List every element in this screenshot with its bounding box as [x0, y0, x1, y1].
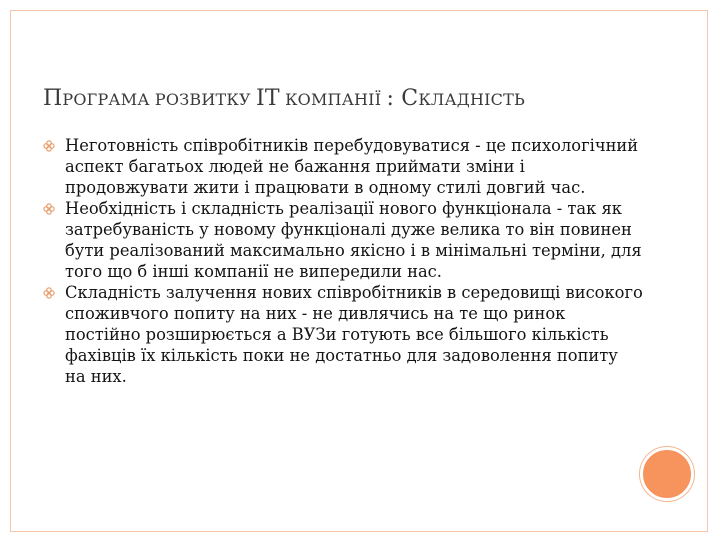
- bullet-list: [43, 135, 643, 387]
- list-item: [43, 198, 643, 282]
- list-item: [43, 282, 643, 387]
- flower-bullet-icon: [43, 203, 55, 215]
- bullet-text: Необхідність і складність реалізації нового функціонала - так як затребуваність у новому функціоналі дуже велика то він повинен бути реалізований максимально якісно і в мінімальні терміни, для того що б інші компанії не випередили нас.: [65, 199, 642, 281]
- bullet-text: Неготовність співробітників перебудовуватися - це психологічний аспект багатьох людей не бажання приймати зміни і продовжувати жити і працювати в одному стилі довгий час.: [65, 136, 639, 197]
- flower-bullet-icon: [43, 140, 55, 152]
- bullet-text: Складність залучення нових співробітників в середовищі високого споживчого попиту на них - не дивлячись на те що ринок постійно розширюється а ВУЗи готують все більшого кількість фахівців їх кількість поки не достатньо для задоволення попиту на них.: [65, 283, 643, 386]
- list-item: [43, 135, 643, 198]
- orange-circle-decoration: [640, 447, 694, 501]
- slide-title: ПРОГРАМА РОЗВИТКУ IT КОМПАНІЇ : СКЛАДНІСТЬ: [43, 86, 525, 111]
- flower-bullet-icon: [43, 287, 55, 299]
